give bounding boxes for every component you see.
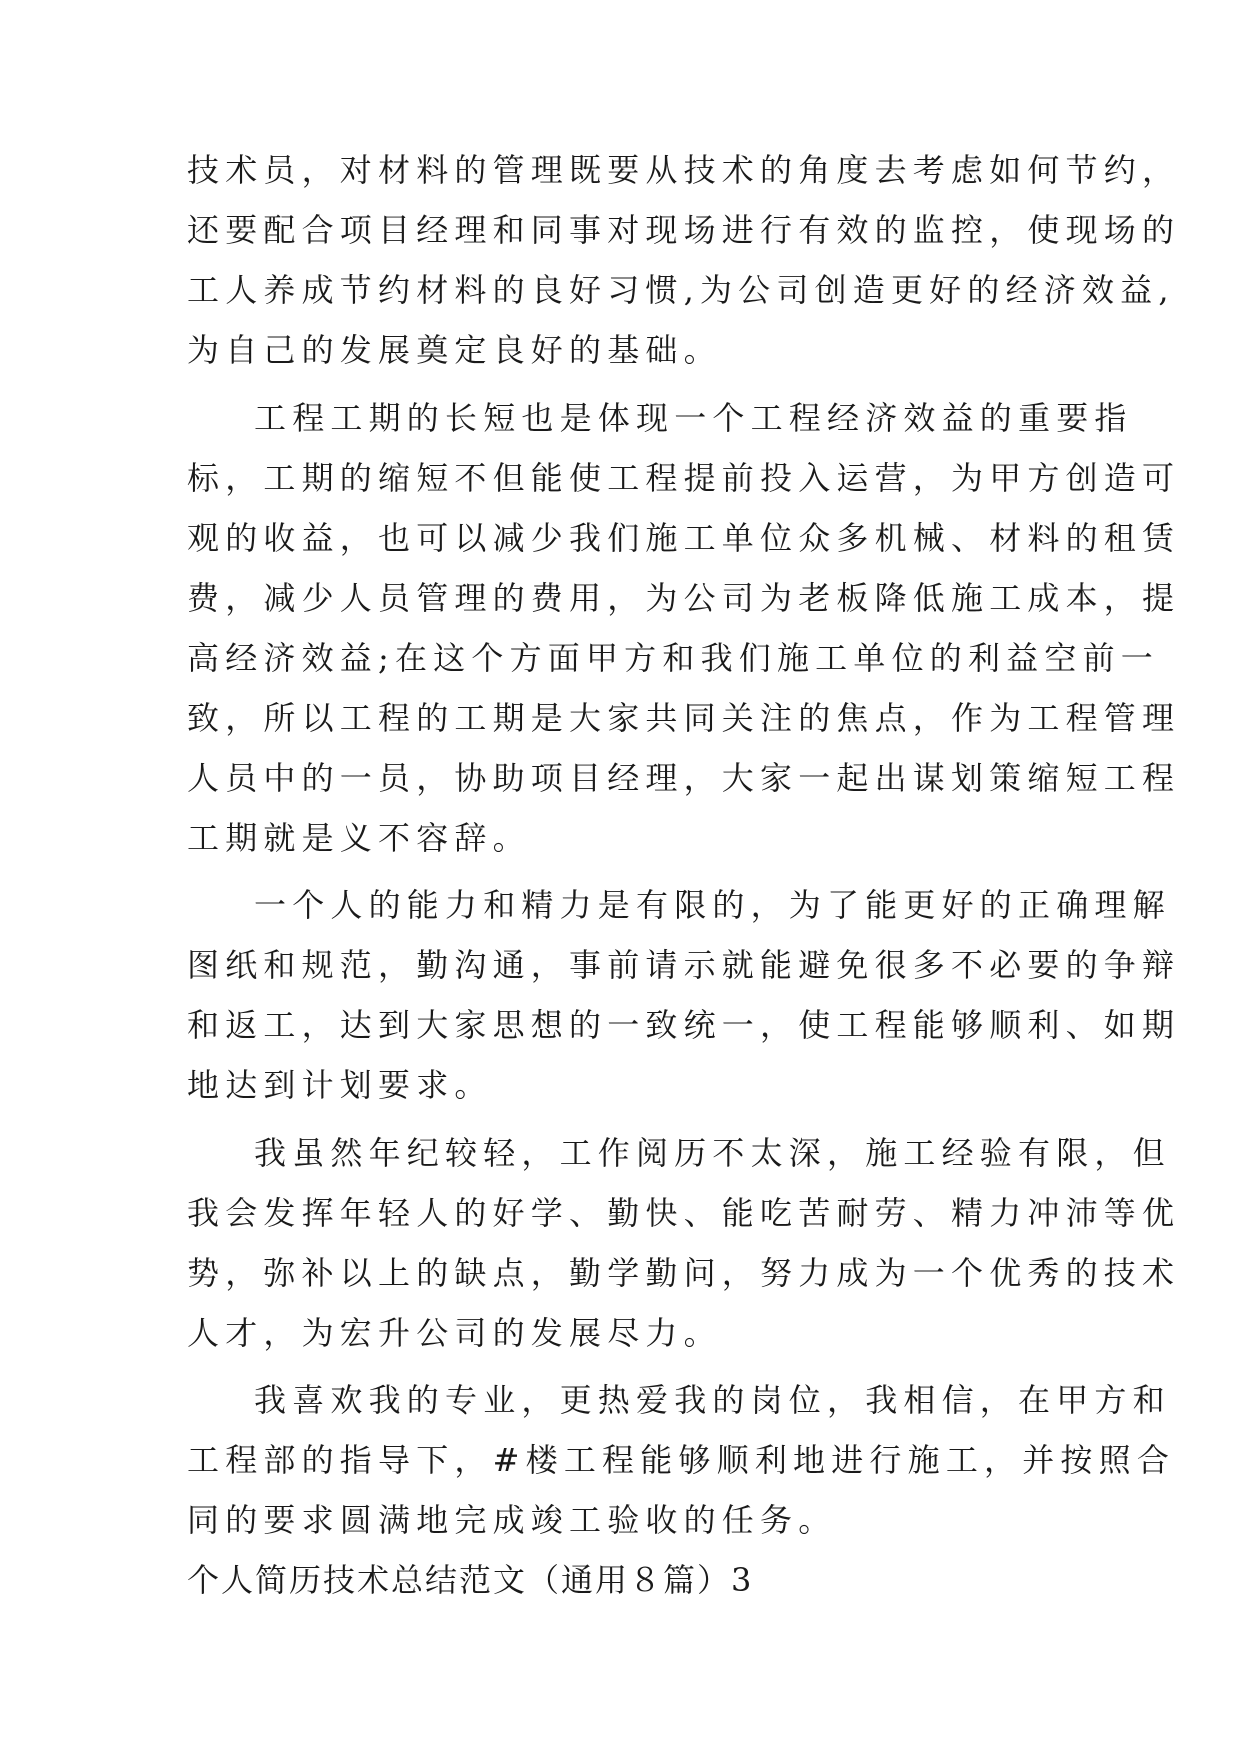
text-line: 为自己的发展奠定良好的基础。 (187, 331, 722, 369)
text-line: 技术员，对材料的管理既要从技术的角度去考虑如何节约， (187, 151, 1181, 189)
text-line: 图纸和规范，勤沟通，事前请示就能避免很多不必要的争辩 (187, 946, 1181, 984)
text-line: 势，弥补以上的缺点，勤学勤问，努力成为一个优秀的技术 (187, 1254, 1181, 1292)
paragraph-first-line: 一个人的能力和精力是有限的，为了能更好的正确理解 (254, 886, 1171, 924)
text-line: 观的收益，也可以减少我们施工单位众多机械、材料的租赁 (187, 519, 1181, 557)
text-line: 费，减少人员管理的费用，为公司为老板降低施工成本，提 (187, 579, 1181, 617)
section-heading: 个人简历技术总结范文（通用８篇）3 (187, 1561, 754, 1599)
paragraph-first-line: 我虽然年纪较轻，工作阅历不太深，施工经验有限，但 (254, 1134, 1171, 1172)
text-line: 标，工期的缩短不但能使工程提前投入运营，为甲方创造可 (187, 459, 1181, 497)
text-line: 地达到计划要求。 (187, 1066, 493, 1104)
text-line: 工人养成节约材料的良好习惯,为公司创造更好的经济效益, (187, 271, 1175, 309)
text-line: 工期就是义不容辞。 (187, 819, 531, 857)
text-line: 我会发挥年轻人的好学、勤快、能吃苦耐劳、精力冲沛等优 (187, 1194, 1181, 1232)
text-line: 同的要求圆满地完成竣工验收的任务。 (187, 1501, 837, 1539)
text-line: 致，所以工程的工期是大家共同关注的焦点，作为工程管理 (187, 699, 1181, 737)
paragraph-first-line: 我喜欢我的专业，更热爱我的岗位，我相信，在甲方和 (254, 1381, 1171, 1419)
text-line: 人员中的一员，协助项目经理，大家一起出谋划策缩短工程 (187, 759, 1181, 797)
text-line: 人才，为宏升公司的发展尽力。 (187, 1314, 722, 1352)
text-line: 和返工，达到大家思想的一致统一，使工程能够顺利、如期 (187, 1006, 1181, 1044)
text-line: 还要配合项目经理和同事对现场进行有效的监控，使现场的 (187, 211, 1181, 249)
text-line: 工程部的指导下，#楼工程能够顺利地进行施工，并按照合 (187, 1441, 1176, 1479)
text-line: 高经济效益;在这个方面甲方和我们施工单位的利益空前一 (187, 639, 1159, 677)
paragraph-first-line: 工程工期的长短也是体现一个工程经济效益的重要指 (254, 399, 1133, 437)
